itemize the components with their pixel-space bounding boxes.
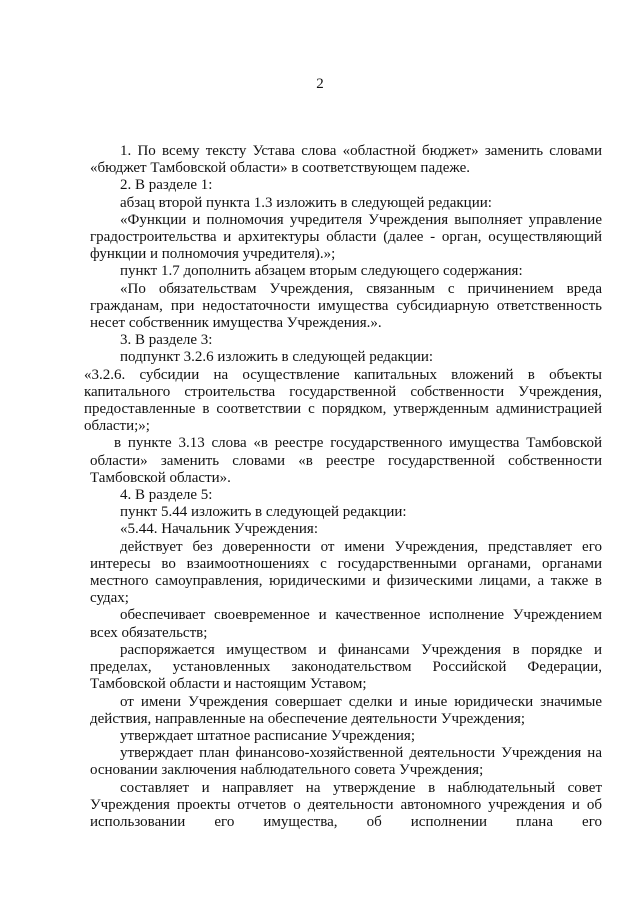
paragraph-subpoint-3-2-6: подпункт 3.2.6 изложить в следующей редакции: [120,349,434,366]
paragraph-point-5-44: пункт 5.44 изложить в следующей редакции: [120,504,407,521]
paragraph-point-3-13: в пункте 3.13 слова «в реестре государственного имущества Тамбовской области» заменить словами «в реестре государственной собственности Тамбовской области». [90,435,602,486]
duty-item: от имени Учреждения совершает сделки и иные юридически значимые действия, направленные на обеспечение деятельности Учреждения; [90,693,602,727]
duty-item: составляет и направляет на утверждение в наблюдательный совет Учреждения проекты отчетов о деятельности автономного учреждения и об использовании его имущества, об исполнении плана его [90,779,602,830]
duty-item: распоряжается имуществом и финансами Учреждения в порядке и пределах, установленных законодательством Российской Федерации, Тамбовской области и настоящим Уставом; [90,641,602,693]
document-body [84,143,602,831]
paragraph-point-1-7: пункт 1.7 дополнить абзацем вторым следующего содержания: [120,263,523,280]
duty-item: утверждает штатное расписание Учреждения; [120,727,415,744]
duty-item: обеспечивает своевременное и качественное исполнение Учреждением всех обязательств; [90,607,602,641]
page-number: 2 [316,76,324,92]
section-heading-1: 2. В разделе 1: [120,177,213,194]
section-heading-5: 4. В разделе 5: [120,487,213,504]
duty-item: действует без доверенности от имени Учреждения, представляет его интересы во взаимоотношениях с государственными органами, органами местного самоуправления, юридическими и физическими лицами, а также в судах; [90,538,602,607]
paragraph-item-1: 1. По всему тексту Устава слова «областной бюджет» заменить словами «бюджет Тамбовской области» в соответствующем падеже. [90,143,602,177]
quoted-paragraph: «По обязательствам Учреждения, связанным с причинением вреда гражданам, при недостаточности имущества субсидиарную ответственность несет собственник имущества Учреждения.». [90,280,602,332]
paragraph-item-2-intro: абзац второй пункта 1.3 изложить в следующей редакции: [120,194,492,211]
quoted-heading: «5.44. Начальник Учреждения: [120,521,318,538]
section-heading-3: 3. В разделе 3: [120,332,213,349]
duty-item: утверждает план финансово-хозяйственной деятельности Учреждения на основании заключения наблюдательного совета Учреждения; [90,745,602,779]
quoted-paragraph: «3.2.6. субсидии на осуществление капитальных вложений в объекты капитального строительства государственной собственности Учреждения, предоставленные в соответствии с порядком, утвержденным администрацией области;»; [84,366,602,435]
quoted-paragraph: «Функции и полномочия учредителя Учреждения выполняет управление градостроительства и архитектуры области (далее - орган, осуществляющий функции и полномочия учредителя).»; [90,211,602,263]
